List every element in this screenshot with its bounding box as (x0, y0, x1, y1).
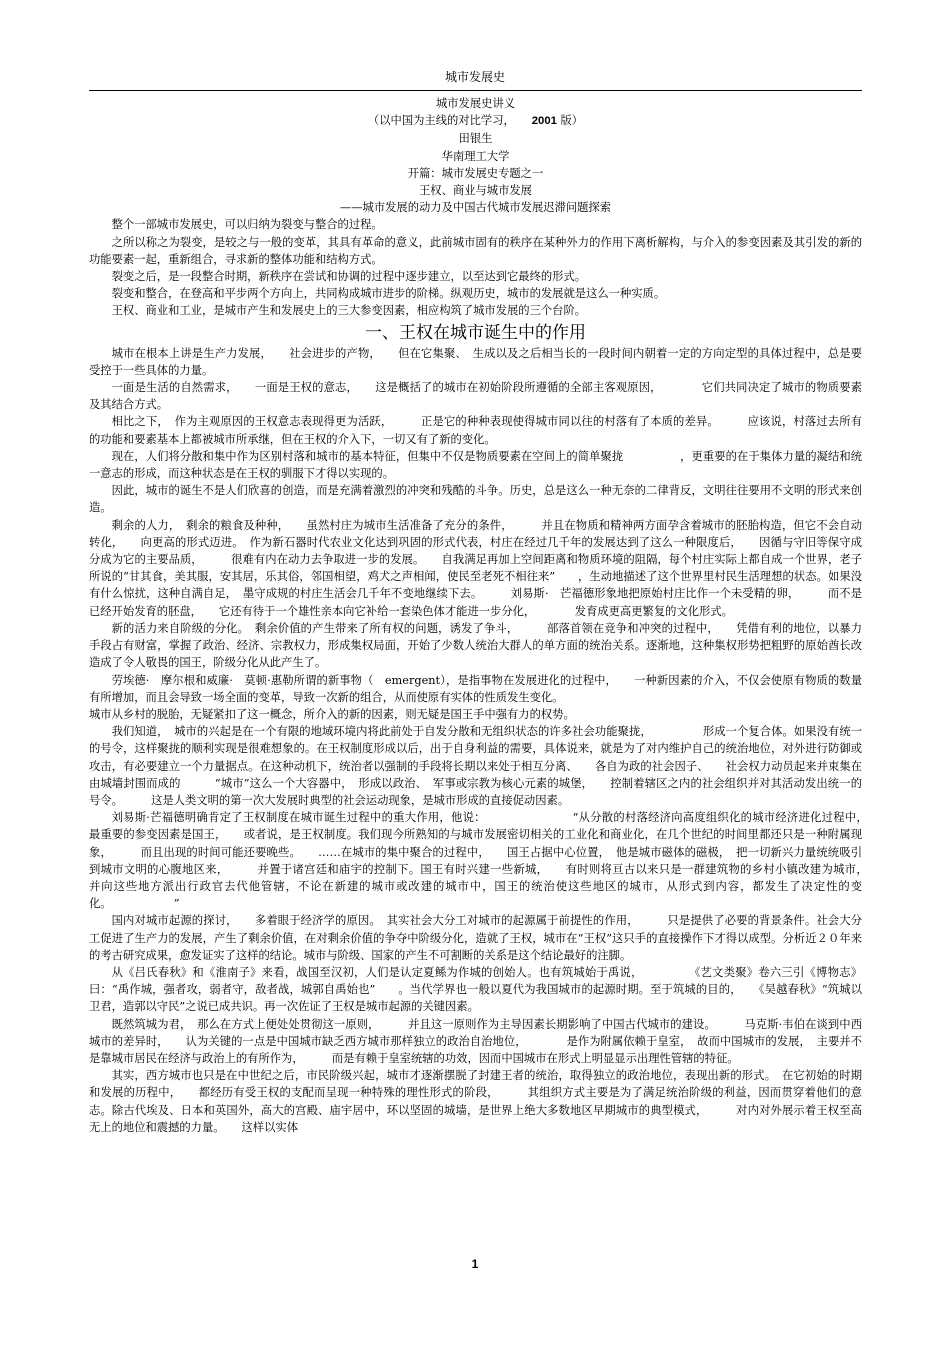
intro-paragraph: 之所以称之为裂变，是较之与一般的变革，其具有革命的意义，此前城市固有的秩序在某种外力的作用下离析解构，与介入的参变因素及其引发的新的功能要素一起，重新组合，寻求新的整体功能和结构方式。 (89, 235, 862, 266)
body-paragraph: 既然筑城为君， 那么在方式上便处处贯彻这一原则， 并且这一原则作为主导因素长期影响了中国古代城市的建设。 马克斯·韦伯在谈到中西城市的差异时， 认为关键的一点是中国城市缺乏西方城市那样独立的政治自治地位， 是作为附属依赖于皇室， 故而中国城市的发展， 主要并不是靠城市居民在经济与政治上的有所作为， 而是有赖于皇室统辖的功效，因而中国城市在形式上明显显示出理性管辖的特征。 (89, 1017, 862, 1065)
intro-paragraph: 裂变和整合，在登高和平步两个方向上，共同构成城市进步的阶梯。纵观历史，城市的发展就是这么一种实质。 (111, 287, 666, 301)
body-paragraph: 国内对城市起源的探讨， 多着眼于经济学的原因。 其实社会大分工对城市的起源属于前提性的作用， 只是提供了必要的背景条件。社会大分工促进了生产力的发展，产生了剩余价值，在对剩余价值的争夺中阶级分化，造就了王权，城市在“王权”这只手的直接操作下才得以成型。分析近２０年来的考古研究成果，愈发证实了这样的结论。城市与阶级、国家的产生不可割断的关系是这个结论最好的注脚。 (89, 914, 862, 962)
header-rule (89, 90, 862, 91)
running-header: 城市发展史 (444, 70, 505, 84)
author: 田银生 (458, 132, 493, 146)
edition-suffix: 版） (556, 114, 584, 128)
intro-paragraph: 整个一部城市发展史，可以归纳为裂变与整合的过程。 (111, 218, 383, 232)
body-paragraph: 我们知道， 城市的兴起是在一个有限的地域环境内将此前处于自发分散和无组织状态的许多社会功能聚拢， 形成一个复合体。如果没有统一的号令，这样聚拢的顺利实现是很难想象的。在王权制度形成以后，出于自身利益的需要，具体说来，就是为了对内维护自己的统治地位，对外进行防御或攻击，有必要建立一个力量据点。在这种动机下，统治者以强制的手段将长期以来处于相互分离、 各自为政的社会因子、 社会权力动员起来并束集在由城墙封围而成的 “城市”这么一个大容器中， 形成以政治、 军事或宗教为核心元素的城堡， 控制着辖区之内的社会组织并对其活动发出统一的号令。 这是人类文明的第一次大发展时典型的社会运动现象，是城市形成的直接促动因素。 (89, 725, 862, 807)
body-paragraph: 现在，人们将分散和集中作为区别村落和城市的基本特征，但集中不仅是物质要素在空间上的简单聚拢 ，更重要的在于集体力量的凝结和统一意志的形成，而这种状态是在王权的驯服下才得以实现的。 (89, 449, 862, 481)
body-paragraph: 相比之下， 作为主观原因的王权意志表现得更为活跃， 正是它的种种表现使得城市同以往的村落有了本质的差异。 应该说，村落过去所有的功能和要素基本上都被城市所承继，但在王权的介入下，一切又有了新的变化。 (89, 415, 862, 446)
edition-prefix: （以中国为主线的对比学习， (367, 114, 510, 128)
section-heading: 一、王权在城市诞生中的作用 (365, 322, 586, 343)
edition-year: 2001 (531, 115, 557, 128)
body-paragraph: 城市在根本上讲是生产力发展， 社会进步的产物， 但在它集聚、 生成以及之后相当长的一段时间内朝着一定的方向定型的具体过程中，总是要受控于一些具体的力量。 (89, 346, 862, 377)
body-paragraph: 新的活力来自阶级的分化。 剩余价值的产生带来了所有权的问题，诱发了争斗， 部落首领在竞争和冲突的过程中， 凭借有利的地位，以暴力手段占有财富，掌握了政治、经济、宗教权力，形成集权局面，开始了少数人统治大群人的单方面的统治关系。逐渐地，这种集权形势把粗野的原始酋长改造成了令人敬畏的国王，阶级分化从此产生了。 (89, 621, 862, 670)
body-paragraph: 城市从乡村的脱胎，无疑紧扣了这一概念，所介入的新的因素，则无疑是国王手中强有力的权势。 (89, 707, 575, 721)
main-title: 王权、商业与城市发展 (419, 184, 532, 198)
body-paragraph: 剩余的人力， 剩余的粮食及种种， 虽然村庄为城市生活准备了充分的条件， 并且在物质和精神两方面孕含着城市的胚胎构造，但它不会自动转化， 向更高的形式迈进。 作为新石器时代农业文化达到巩固的形式代表，村庄在经过几千年的发展达到了这么一种限度后， 因循与守旧等保守成分成为它的主要品质， 很难有内在动力去争取进一步的发展。 自我满足再加上空间距离和物质环境的阻隔，每个村庄实际上都自成一个世界，老子所说的“甘其食，美其服，安其居，乐其俗，邻国相望，鸡犬之声相闻，使民至老死不相往来” ，生动地描述了这个世界里村民生活理想的状态。如果没有什么惊扰，这种自满自足， 墨守成规的村庄生活会几千年不变地继续下去。 刘易斯· 芒福德形象地把原始村庄比作一个未受精的卵， 而不是已经开始发育的胚盘， 它还有待于一个雄性亲本向它补给一套染色体才能进一步分化， 发育成更高更繁复的文化形式。 (89, 518, 862, 618)
body-paragraph: 劳埃德· 摩尔根和威廉· 莫顿·惠勒所谓的新事物（ emergent），是指事物在发展进化的过程中， 一种新因素的介入，不仅会使原有物质的数量有所增加，而且会导致一场全面的变革，导致一次新的组合，从而使原有实体的性质发生变化。 (89, 673, 862, 704)
body-paragraph: 一面是生活的自然需求， 一面是王权的意志， 这是概括了的城市在初始阶段所遵循的全部主客观原因， 它们共同决定了城市的物质要素及其结合方式。 (89, 381, 862, 412)
body-paragraph: 从《吕氏春秋》和《淮南子》来看，战国至汉初，人们是认定夏鲧为作城的创始人。也有筑城始于禹说， 《艺文类聚》卷六三引《博物志》曰：“禹作城，强者攻，弱者守，敌者战，城郭自禹始也” 。当代学界也一般以夏代为我国城市的起源时期。至于筑城的目的， 《吴越春秋》“筑城以卫君，造郭以守民”之说已成共识。再一次佐证了王权是城市起源的关键因素。 (89, 965, 862, 1014)
body-paragraph: 其实，西方城市也只是在中世纪之后，市民阶级兴起，城市才逐渐摆脱了封建王者的统治，取得独立的政治地位，表现出新的形式。 在它初始的时期和发展的历程中， 都经历有受王权的支配而呈现一种特殊的理性形式的阶段， 其组织方式主要是为了满足统治阶级的利益，因而贯穿着他们的意志。除古代埃及、日本和英国外，高大的宫殿、庙宇居中，环以坚固的城墙，是世界上绝大多数地区早期城市的典型模式， 对内对外展示着王权至高无上的地位和震撼的力量。 这样以实体 (89, 1069, 862, 1134)
intro-paragraph: 王权、商业和工业，是城市产生和发展史上的三大参变因素，相应构筑了城市发展的三个台阶。 (111, 304, 587, 318)
body-paragraph: 刘易斯·芒福德明确肯定了王权制度在城市诞生过程中的重大作用，他说： “从分散的村落经济向高度组织化的城市经济进化过程中， 最重要的参变因素是国王， 或者说，是王权制度。我们现今所熟知的与城市发展密切相关的工业化和商业化，在几个世纪的时间里都还只是一种附属现象， 而且出现的时间可能还要晚些。 ……在城市的集中聚合的过程中， 国王占据中心位置， 他是城市磁体的磁极， 把一切新兴力量统统吸引到城市文明的心腹地区来， 并置于诸宫廷和庙宇的控制下。国王有时兴建一些新城， 有时则将亘古以来只是一群建筑物的乡村小镇改建为城市， 并向这些地方派出行政官去代他管辖，不论在新建的城市或改建的城市中，国王的统治使这些地区的城市，从形式到内容，都发生了决定性的变化。 ” (89, 811, 896, 911)
edition-line (89, 112, 862, 130)
subtitle: ——城市发展的动力及中国古代城市发展迟滞问题探索 (339, 201, 612, 215)
series-label: 开篇：城市发展史专题之一 (407, 166, 544, 180)
lecture-title: 城市发展史讲义 (435, 97, 516, 110)
institution: 华南理工大学 (441, 149, 510, 163)
page-number: 1 (471, 1257, 479, 1271)
document-body (89, 95, 896, 1136)
body-paragraph: 因此，城市的诞生不是人们欣喜的创造，而是充满着激烈的冲突和残酷的斗争。历史，总是这么一种无奈的二律背反，文明往往要用不文明的形式来创造。 (89, 484, 862, 515)
intro-paragraph: 裂变之后，是一段整合时期，新秩序在尝试和协调的过程中逐步建立，以至达到它最终的形式。 (111, 270, 587, 284)
